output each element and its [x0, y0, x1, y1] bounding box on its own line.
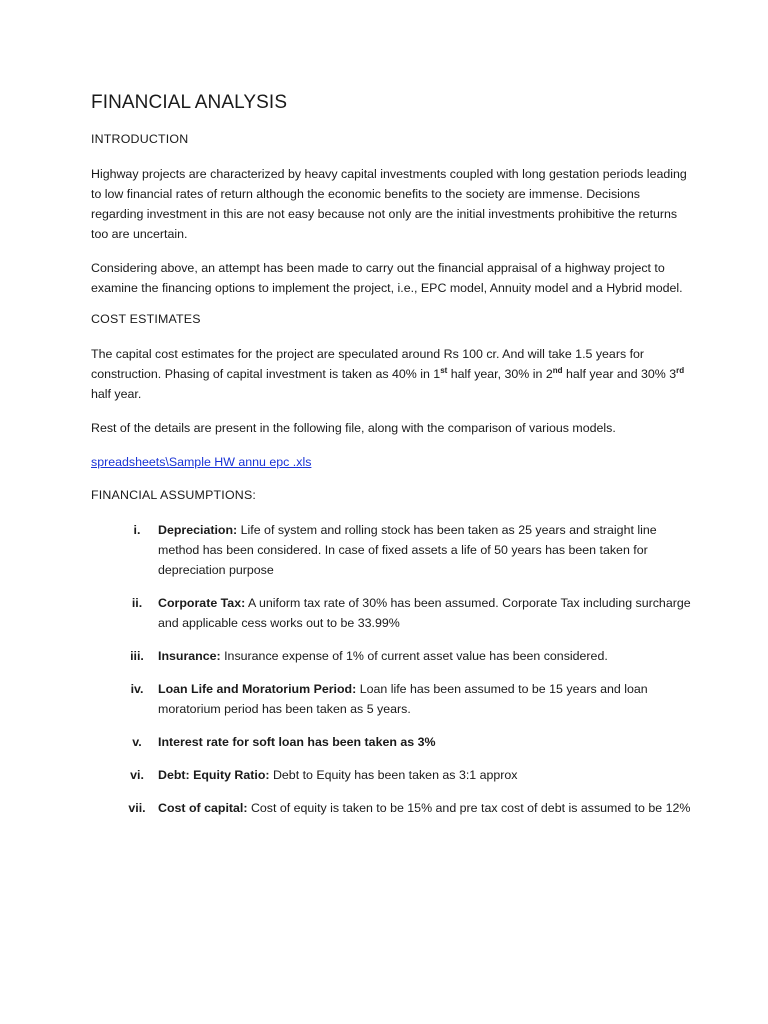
cost-text-a: The capital cost estimates for the project are speculated around Rs 100 cr. And will take 1.5 years for construction. Phasing of capital investment is taken as 40% in 1: [91, 347, 645, 381]
list-numeral: iii.: [130, 649, 144, 663]
financial-assumptions-heading: FINANCIAL ASSUMPTIONS:: [91, 488, 257, 502]
cost-estimates-heading: COST ESTIMATES: [91, 312, 201, 326]
assumption-term: Depreciation:: [158, 523, 238, 537]
assumption-text: Debt to Equity has been taken as 3:1 approx: [269, 768, 518, 782]
assumption-item: [91, 646, 691, 666]
cost-text-d: half year.: [91, 387, 142, 401]
introduction-paragraph-2: Considering above, an attempt has been made to carry out the financial appraisal of a highway project to examine the financing options to implement the project, i.e., EPC model, Annuity model and a Hybrid model.: [91, 261, 683, 295]
assumption-text: Insurance expense of 1% of current asset value has been considered.: [220, 649, 608, 663]
introduction-paragraph-1: Highway projects are characterized by heavy capital investments coupled with long gestation periods leading to low financial rates of return although the economic benefits to the society are immense. Decisions regarding investment in this are not easy because not only are the initial investments prohibitive the returns too are uncertain.: [91, 167, 687, 241]
list-numeral: vii.: [128, 801, 146, 815]
superscript-st: st: [440, 365, 448, 375]
assumption-item: [91, 798, 691, 818]
assumption-item: [91, 679, 691, 719]
assumption-item: [91, 732, 691, 752]
assumption-term: Interest rate for soft loan has been taken as 3%: [158, 735, 436, 749]
cost-text-c: half year and 30% 3: [562, 367, 677, 381]
assumption-text: Loan life has been assumed to be 15 years and loan moratorium period has been taken as 5 years.: [158, 682, 648, 716]
assumption-term: Debt: Equity Ratio:: [158, 768, 270, 782]
assumption-item: [91, 593, 691, 633]
assumption-term: Corporate Tax:: [158, 596, 246, 610]
spreadsheet-file-link[interactable]: spreadsheets\Sample HW annu epc .xls: [91, 455, 312, 469]
list-numeral: ii.: [131, 596, 143, 610]
superscript-rd: rd: [676, 365, 685, 375]
list-numeral: iv.: [130, 682, 144, 696]
cost-text-b: half year, 30% in 2: [447, 367, 553, 381]
assumption-term: Insurance:: [158, 649, 221, 663]
list-numeral: vi.: [130, 768, 144, 782]
assumptions-list: [91, 520, 691, 818]
assumption-item: [91, 765, 691, 785]
superscript-nd: nd: [552, 365, 563, 375]
cost-estimates-paragraph: [91, 344, 691, 404]
assumption-text: Life of system and rolling stock has been taken as 25 years and straight line method has been considered. In case of fixed assets a life of 50 years has been taken for depreciation purpose: [158, 523, 657, 577]
assumption-text: Cost of equity is taken to be 15% and pre tax cost of debt is assumed to be 12%: [247, 801, 691, 815]
page-title: FINANCIAL ANALYSIS: [91, 92, 288, 113]
file-link-wrapper: [91, 452, 691, 472]
assumption-term: Loan Life and Moratorium Period:: [158, 682, 357, 696]
introduction-heading: INTRODUCTION: [91, 132, 189, 146]
assumption-term: Cost of capital:: [158, 801, 248, 815]
assumption-item: [91, 520, 691, 580]
list-numeral: v.: [132, 735, 142, 749]
list-numeral: i.: [133, 523, 141, 537]
rest-of-details-paragraph: Rest of the details are present in the following file, along with the comparison of various models.: [91, 421, 616, 435]
document-content: [91, 92, 691, 831]
assumption-text: A uniform tax rate of 30% has been assumed. Corporate Tax including surcharge and applicable cess works out to be 33.99%: [158, 596, 691, 630]
